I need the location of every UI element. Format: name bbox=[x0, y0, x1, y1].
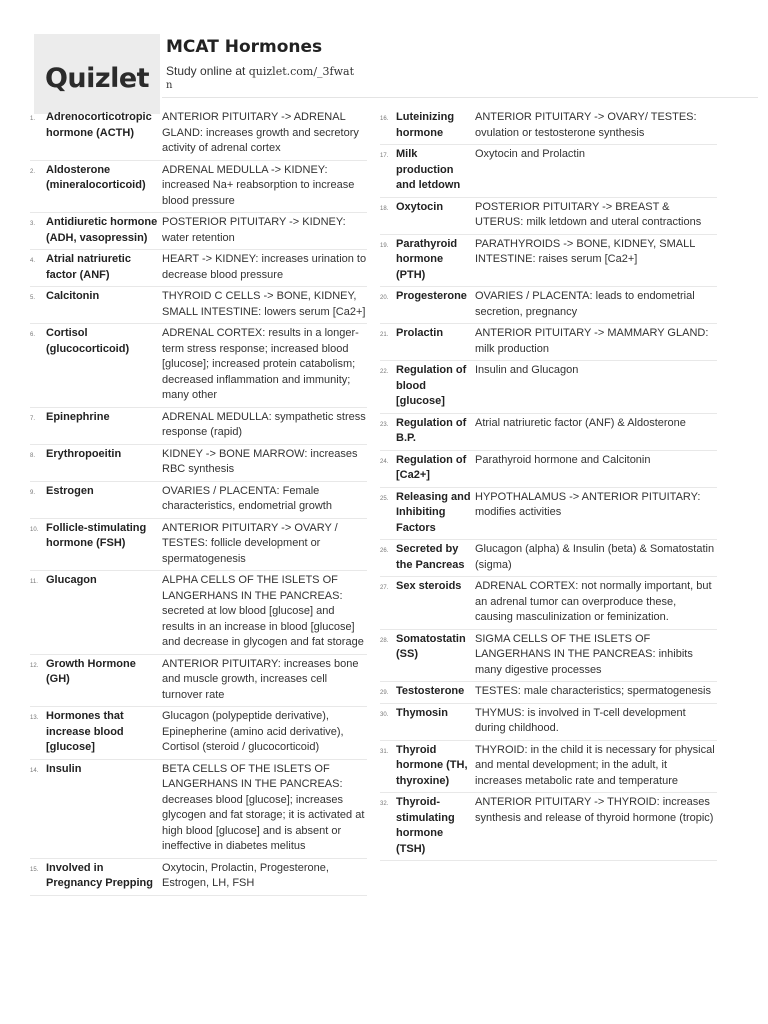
card-number: 8. bbox=[30, 452, 36, 459]
card-term: Thyroid-stimulating hormone (TSH) bbox=[396, 796, 455, 855]
card-term: Antidiuretic hormone (ADH, vasopressin) bbox=[46, 216, 158, 244]
card-term: Growth Hormone (GH) bbox=[46, 657, 136, 685]
card-row bbox=[380, 287, 717, 324]
card-number: 27. bbox=[380, 585, 389, 591]
card-term: Adrenocorticotropic hormone (ACTH) bbox=[46, 111, 152, 139]
card-number: 10. bbox=[30, 526, 39, 533]
card-definition: ANTERIOR PITUITARY -> THYROID: increases synthesis and release of thyroid hormone (tropic) bbox=[475, 796, 714, 824]
card-definition: ADRENAL CORTEX: results in a longer-term stress response; increased blood [glucose]; increased protein catabolism; decreased inflammation and immunity; many other bbox=[162, 327, 359, 401]
card-definition: ADRENAL MEDULLA: sympathetic stress response (rapid) bbox=[162, 410, 366, 438]
card-row bbox=[30, 408, 367, 445]
card-row bbox=[30, 213, 367, 250]
card-row bbox=[30, 445, 367, 482]
card-definition: ALPHA CELLS OF THE ISLETS OF LANGERHANS IN THE PANCREAS: secreted at low blood [glucose] and results in an increase in blood [glucose] and decrease in glycogen and fat storage bbox=[162, 574, 364, 648]
card-row bbox=[380, 108, 717, 145]
card-term: Thymosin bbox=[396, 706, 448, 719]
card-row bbox=[380, 414, 717, 451]
card-row bbox=[30, 655, 367, 708]
card-term: Somatostatin (SS) bbox=[396, 632, 466, 660]
card-term: Progesterone bbox=[396, 290, 467, 302]
card-number: 31. bbox=[380, 748, 389, 755]
card-definition: ANTERIOR PITUITARY -> ADRENAL GLAND: increases growth and secretory activity of adrenal cortex bbox=[162, 111, 359, 154]
card-term: Aldosterone (mineralocorticoid) bbox=[46, 163, 146, 191]
card-definition: TESTES: male characteristics; spermatogenesis bbox=[475, 685, 711, 697]
card-row bbox=[30, 250, 367, 287]
card-definition: POSTERIOR PITUITARY -> BREAST & UTERUS: milk letdown and uteral contractions bbox=[475, 200, 702, 228]
card-row bbox=[380, 682, 717, 704]
card-number: 16. bbox=[380, 116, 389, 122]
header-divider bbox=[162, 97, 758, 98]
card-definition: THYMUS: is involved in T-cell development during childhood. bbox=[475, 706, 686, 734]
card-row bbox=[30, 571, 367, 655]
card-row bbox=[380, 198, 717, 235]
card-definition: ADRENAL CORTEX: not normally important, but an adrenal tumor can overproduce these, causing masculinization or feminization. bbox=[475, 580, 712, 623]
card-definition: SIGMA CELLS OF THE ISLETS OF LANGERHANS IN THE PANCREAS: inhibits many digestive processes bbox=[475, 632, 693, 676]
card-number: 19. bbox=[380, 242, 389, 249]
card-row bbox=[380, 577, 717, 630]
card-number: 32. bbox=[380, 801, 389, 807]
card-term: Hormones that increase blood [glucose] bbox=[46, 710, 124, 753]
card-number: 21. bbox=[380, 332, 389, 338]
logo-text: Quizlet bbox=[44, 62, 150, 94]
card-term: Thyroid hormone (TH, thyroxine) bbox=[396, 743, 468, 787]
card-number: 7. bbox=[30, 415, 36, 422]
card-term: Prolactin bbox=[396, 327, 444, 339]
card-number: 28. bbox=[380, 637, 389, 644]
card-definition: THYROID C CELLS -> BONE, KIDNEY, SMALL INTESTINE: lowers serum [Ca2+] bbox=[162, 290, 366, 318]
card-number: 13. bbox=[30, 715, 39, 721]
card-definition: POSTERIOR PITUITARY -> KIDNEY: water retention bbox=[162, 216, 346, 244]
study-online-prefix: Study online at bbox=[166, 64, 249, 78]
card-row bbox=[380, 451, 717, 488]
card-term: Secreted by the Pancreas bbox=[396, 543, 465, 571]
card-definition: KIDNEY -> BONE MARROW: increases RBC synthesis bbox=[162, 447, 358, 475]
card-term: Regulation of [Ca2+] bbox=[396, 453, 467, 481]
card-definition: HEART -> KIDNEY: increases urination to decrease blood pressure bbox=[162, 253, 367, 281]
card-definition: Insulin and Glucagon bbox=[475, 364, 579, 376]
study-online-line bbox=[166, 64, 354, 78]
card-definition: Parathyroid hormone and Calcitonin bbox=[475, 453, 651, 466]
card-definition: BETA CELLS OF THE ISLETS OF LANGERHANS IN THE PANCREAS: decreases blood [glucose]; increases glycogen and fat storage; it is activated at high blood [glucose] and is absent or ineffective in diabetes melitus bbox=[162, 762, 365, 852]
page-title: MCAT Hormones bbox=[166, 37, 323, 57]
card-term: Erythropoeitin bbox=[46, 447, 122, 460]
card-term: Epinephrine bbox=[46, 410, 110, 423]
card-number: 30. bbox=[380, 711, 389, 718]
card-number: 26. bbox=[380, 548, 389, 554]
card-definition: HYPOTHALAMUS -> ANTERIOR PITUITARY: modifies activities bbox=[475, 490, 701, 518]
card-number: 9. bbox=[30, 489, 36, 496]
card-number: 18. bbox=[380, 205, 389, 212]
card-term: Parathyroid hormone (PTH) bbox=[396, 237, 458, 281]
card-number: 17. bbox=[380, 153, 389, 159]
card-row bbox=[380, 488, 717, 541]
card-row bbox=[380, 324, 717, 361]
card-row bbox=[380, 630, 717, 683]
card-term: Testosterone bbox=[396, 685, 465, 697]
card-number: 2. bbox=[30, 168, 36, 175]
card-row bbox=[30, 519, 367, 572]
card-term: Estrogen bbox=[46, 484, 94, 497]
card-definition: Glucagon (polypeptide derivative), Epinepherine (amino acid derivative), Cortisol (steroid / glucocorticoid) bbox=[162, 710, 344, 753]
card-row bbox=[380, 540, 717, 577]
card-row bbox=[30, 324, 367, 408]
card-definition: Oxytocin and Prolactin bbox=[475, 148, 586, 160]
card-number: 24. bbox=[380, 458, 389, 465]
card-term: Involved in Pregnancy Prepping bbox=[46, 861, 153, 889]
card-term: Calcitonin bbox=[46, 290, 100, 302]
card-number: 23. bbox=[380, 421, 389, 428]
card-row bbox=[30, 108, 367, 161]
card-definition: ANTERIOR PITUITARY -> OVARY / TESTES: follicle development or spermatogenesis bbox=[162, 521, 338, 565]
card-term: Oxytocin bbox=[396, 200, 444, 213]
study-online-link-cont[interactable]: n bbox=[166, 80, 173, 91]
card-definition: OVARIES / PLACENTA: leads to endometrial secretion, pregnancy bbox=[475, 290, 695, 318]
card-row bbox=[30, 287, 367, 324]
card-term: Follicle-stimulating hormone (FSH) bbox=[46, 521, 147, 549]
card-term: Cortisol (glucocorticoid) bbox=[46, 327, 130, 355]
card-term: Releasing and Inhibiting Factors bbox=[396, 490, 471, 534]
card-number: 4. bbox=[30, 258, 36, 264]
card-row bbox=[30, 482, 367, 519]
card-definition: ANTERIOR PITUITARY -> MAMMARY GLAND: milk production bbox=[475, 327, 709, 355]
quizlet-logo bbox=[34, 34, 160, 114]
card-term: Regulation of B.P. bbox=[396, 416, 467, 444]
card-term: Glucagon bbox=[46, 574, 97, 586]
card-row bbox=[30, 760, 367, 859]
card-term: Insulin bbox=[46, 762, 82, 775]
card-term: Milk production and letdown bbox=[396, 148, 461, 191]
card-definition: ANTERIOR PITUITARY: increases bone and muscle growth, increases cell turnover rate bbox=[162, 657, 359, 701]
card-row bbox=[380, 235, 717, 288]
study-online-link[interactable]: quizlet.com/_3fwat bbox=[248, 65, 355, 78]
card-term: Regulation of blood [glucose] bbox=[396, 364, 467, 407]
card-row bbox=[380, 145, 717, 198]
cards-column-left bbox=[30, 108, 367, 896]
card-definition: PARATHYROIDS -> BONE, KIDNEY, SMALL INTESTINE: raises serum [Ca2+] bbox=[475, 237, 695, 265]
card-row bbox=[30, 161, 367, 214]
card-definition: ANTERIOR PITUITARY -> OVARY/ TESTES: ovulation or testosterone synthesis bbox=[475, 111, 697, 139]
card-number: 5. bbox=[30, 295, 36, 301]
card-number: 6. bbox=[30, 332, 36, 338]
card-row bbox=[380, 361, 717, 414]
card-number: 11. bbox=[30, 579, 38, 585]
card-number: 25. bbox=[380, 495, 389, 502]
card-number: 29. bbox=[380, 690, 389, 696]
card-term: Atrial natriuretic factor (ANF) bbox=[46, 253, 131, 281]
card-definition: Oxytocin, Prolactin, Progesterone, Estrogen, LH, FSH bbox=[162, 861, 329, 889]
card-number: 3. bbox=[30, 221, 36, 227]
card-number: 20. bbox=[380, 295, 389, 301]
card-row bbox=[380, 793, 717, 861]
card-number: 22. bbox=[380, 369, 389, 375]
card-row bbox=[380, 704, 717, 741]
card-row bbox=[30, 707, 367, 760]
card-definition: ADRENAL MEDULLA -> KIDNEY: increased Na+ reabsorption to increase blood pressure bbox=[162, 163, 355, 207]
cards-column-right bbox=[380, 108, 717, 861]
card-number: 1. bbox=[30, 116, 36, 122]
card-term: Luteinizing hormone bbox=[396, 111, 455, 139]
card-definition: Atrial natriuretic factor (ANF) & Aldosterone bbox=[475, 416, 686, 429]
card-number: 15. bbox=[30, 866, 39, 873]
card-definition: OVARIES / PLACENTA: Female characteristics, endometrial growth bbox=[162, 484, 332, 512]
card-row bbox=[380, 741, 717, 794]
card-row bbox=[30, 859, 367, 896]
card-definition: Glucagon (alpha) & Insulin (beta) & Somatostatin (sigma) bbox=[475, 543, 715, 571]
card-number: 12. bbox=[30, 662, 39, 669]
card-definition: THYROID: in the child it is necessary for physical and mental development; in the adult, it increases metabolic rate and temperature bbox=[475, 743, 715, 787]
card-number: 14. bbox=[30, 767, 39, 774]
card-term: Sex steroids bbox=[396, 580, 462, 592]
